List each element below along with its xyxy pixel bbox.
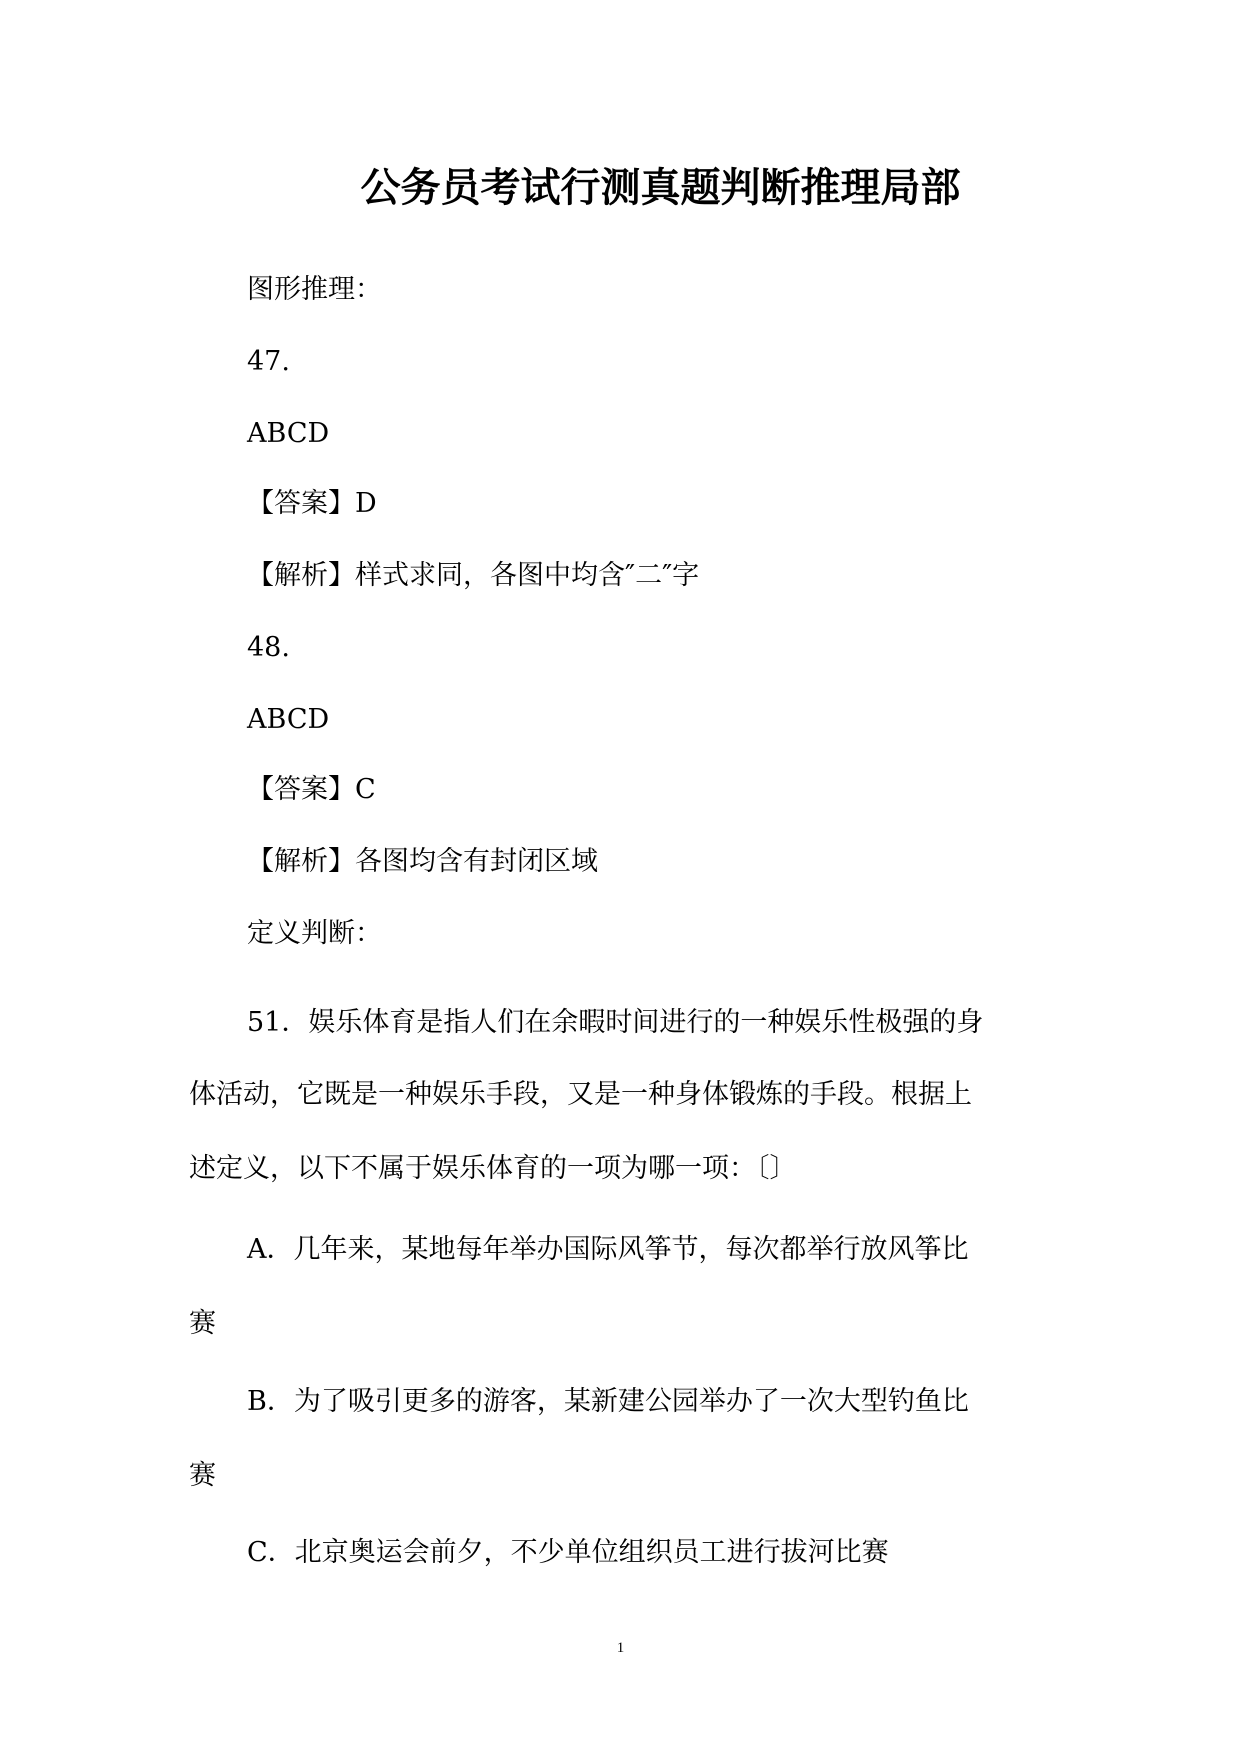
analysis-47: 【解析】样式求同，各图中均含″二″字: [247, 560, 700, 591]
option-b-line-2: 赛: [189, 1460, 216, 1491]
page-number: 1: [616, 1640, 625, 1656]
page-title: 公务员考试行测真题判断推理局部: [360, 164, 961, 211]
question-number-47: 47.: [247, 346, 290, 377]
options-48: ABCD: [247, 704, 330, 735]
question-51-line-3: 述定义，以下不属于娱乐体育的一项为哪一项：〔〕: [189, 1153, 797, 1184]
options-47: ABCD: [247, 418, 330, 449]
section-heading-figure-reasoning: 图形推理：: [247, 274, 382, 305]
question-51-line-1: 51．娱乐体育是指人们在余暇时间进行的一种娱乐性极强的身: [247, 1007, 984, 1038]
question-51-line-2: 体活动，它既是一种娱乐手段，又是一种身体锻炼的手段。根据上: [189, 1079, 972, 1110]
section-heading-definition-judgment: 定义判断：: [247, 918, 382, 949]
option-b-line-1: B．为了吸引更多的游客，某新建公园举办了一次大型钓鱼比: [247, 1386, 969, 1417]
option-a-line-1: A．几年来，某地每年举办国际风筝节，每次都举行放风筝比: [247, 1234, 969, 1265]
option-c-line-1: C．北京奥运会前夕，不少单位组织员工进行拔河比赛: [247, 1537, 889, 1568]
question-number-48: 48.: [247, 632, 290, 663]
option-a-line-2: 赛: [189, 1308, 216, 1339]
analysis-48: 【解析】各图均含有封闭区域: [247, 846, 598, 877]
answer-48: 【答案】C: [247, 774, 376, 805]
answer-47: 【答案】D: [247, 488, 377, 519]
